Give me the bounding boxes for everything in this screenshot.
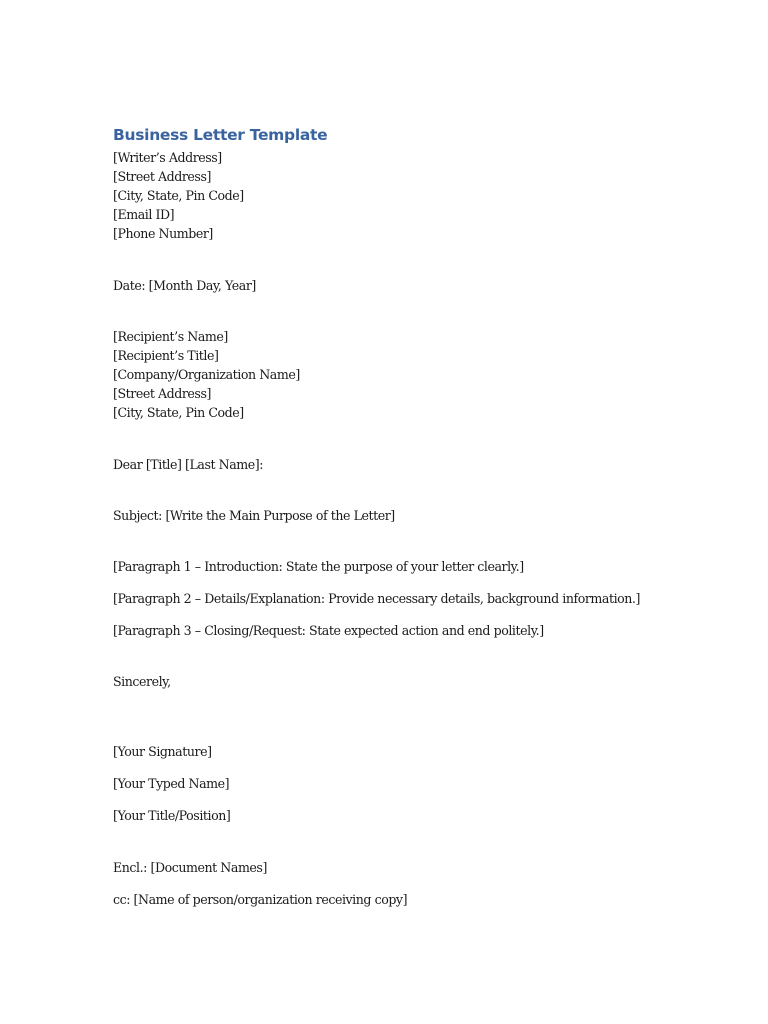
salutation: Dear [Title] [Last Name]: — [113, 457, 264, 472]
recipient-name: [Recipient’s Name] — [113, 329, 228, 344]
recipient-street-address: [Street Address] — [113, 386, 211, 401]
letter-date: Date: [Month Day, Year] — [113, 278, 256, 293]
title-position-line: [Your Title/Position] — [113, 808, 231, 823]
enclosure-line: Encl.: [Document Names] — [113, 860, 267, 875]
paragraph-1: [Paragraph 1 – Introduction: State the purpose of your letter clearly.] — [113, 559, 524, 574]
typed-name-line: [Your Typed Name] — [113, 776, 230, 791]
closing: Sincerely, — [113, 674, 171, 689]
subject-line: Subject: [Write the Main Purpose of the Letter] — [113, 508, 395, 523]
paragraph-2: [Paragraph 2 – Details/Explanation: Provide necessary details, background information.] — [113, 591, 640, 606]
writer-street-address: [Street Address] — [113, 169, 211, 184]
writer-email: [Email ID] — [113, 207, 175, 222]
writer-city-state-pin: [City, State, Pin Code] — [113, 188, 244, 203]
signature-line: [Your Signature] — [113, 744, 212, 759]
writer-phone: [Phone Number] — [113, 226, 213, 241]
paragraph-3: [Paragraph 3 – Closing/Request: State expected action and end politely.] — [113, 623, 544, 638]
recipient-title: [Recipient’s Title] — [113, 348, 219, 363]
cc-line: cc: [Name of person/organization receiving copy] — [113, 892, 408, 907]
document-title: Business Letter Template — [113, 126, 328, 144]
writer-address: [Writer’s Address] — [113, 150, 222, 165]
recipient-company: [Company/Organization Name] — [113, 367, 300, 382]
recipient-city-state-pin: [City, State, Pin Code] — [113, 405, 244, 420]
